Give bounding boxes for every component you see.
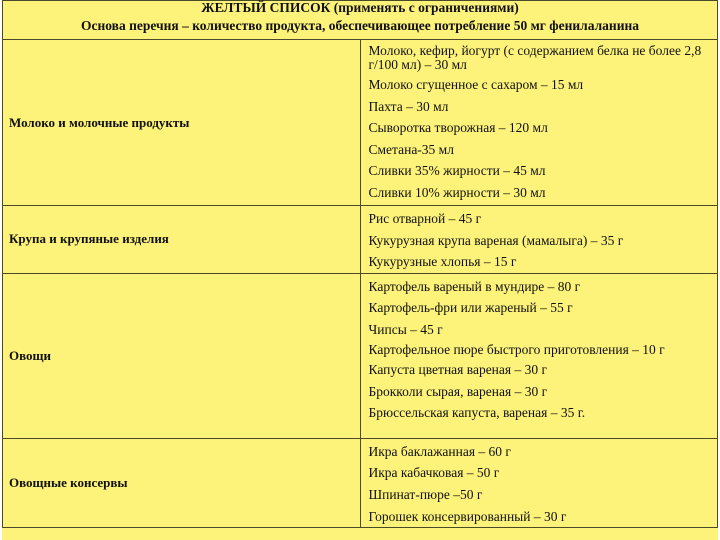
table-row-cereals: [3, 206, 718, 274]
table-header-row: [3, 1, 718, 40]
list-item: Молоко сгущенное с сахаром – 15 мл: [368, 77, 584, 92]
category-cell: Молоко и молочные продукты: [3, 40, 361, 206]
list-item: Картофельное пюре быстрого приготовления – 10 г: [368, 341, 665, 357]
list-item: Картофель вареный в мундире – 80 г: [368, 278, 581, 294]
list-item: Сливки 10% жирности – 30 мл: [368, 184, 546, 200]
list-item: Кукурузная крупа вареная (мамалыга) – 35 г: [368, 232, 624, 248]
list-item: Сметана-35 мл: [368, 141, 454, 157]
list-item: Шпинат-пюре –50 г: [368, 486, 483, 502]
list-item: Кукурузные хлопья – 15 г: [368, 254, 517, 270]
table-title: ЖЕЛТЫЙ СПИСОК (применять с ограничениями): [201, 0, 519, 15]
category-cell: Овощные консервы: [3, 438, 361, 527]
list-item: Капуста цветная вареная – 30 г: [368, 362, 548, 378]
list-item: Горошек консервированный – 30 г: [368, 508, 567, 524]
list-item: Брюссельская капуста, вареная – 35 г.: [368, 405, 586, 421]
table-row-canned: [3, 438, 718, 527]
table-header-cell: [3, 1, 718, 40]
items-cell: [360, 206, 718, 274]
items-cell: [360, 438, 718, 527]
category-cell: Овощи: [3, 273, 361, 438]
items-cell: [360, 273, 718, 438]
items-cell: [360, 40, 718, 206]
list-item: Брокколи сырая, вареная – 30 г: [368, 383, 548, 399]
yellow-list-table: [2, 0, 718, 528]
list-item: Сыворотка творожная – 120 мл: [368, 120, 548, 136]
list-item: Рис отварной – 45 г: [368, 211, 482, 226]
list-item: Икра кабачковая – 50 г: [368, 465, 500, 481]
list-item: Чипсы – 45 г: [368, 321, 443, 337]
table-row-dairy: [3, 40, 718, 206]
category-cell: Крупа и крупяные изделия: [3, 206, 361, 274]
document-sheet: [2, 0, 718, 540]
table-row-vegetables: [3, 273, 718, 438]
list-item: Икра баклажанная – 60 г: [368, 443, 511, 459]
list-item: Сливки 35% жирности – 45 мл: [368, 163, 546, 179]
table-subtitle: Основа перечня – количество продукта, обеспечивающее потребление 50 мг фенилаланина: [80, 18, 640, 33]
list-item: Картофель-фри или жареный – 55 г: [368, 300, 573, 316]
list-item: Молоко, кефир, йогурт (с содержанием белка не более 2,8 г/100 мл) – 30 мл: [368, 43, 702, 72]
list-item: Пахта – 30 мл: [368, 98, 449, 114]
